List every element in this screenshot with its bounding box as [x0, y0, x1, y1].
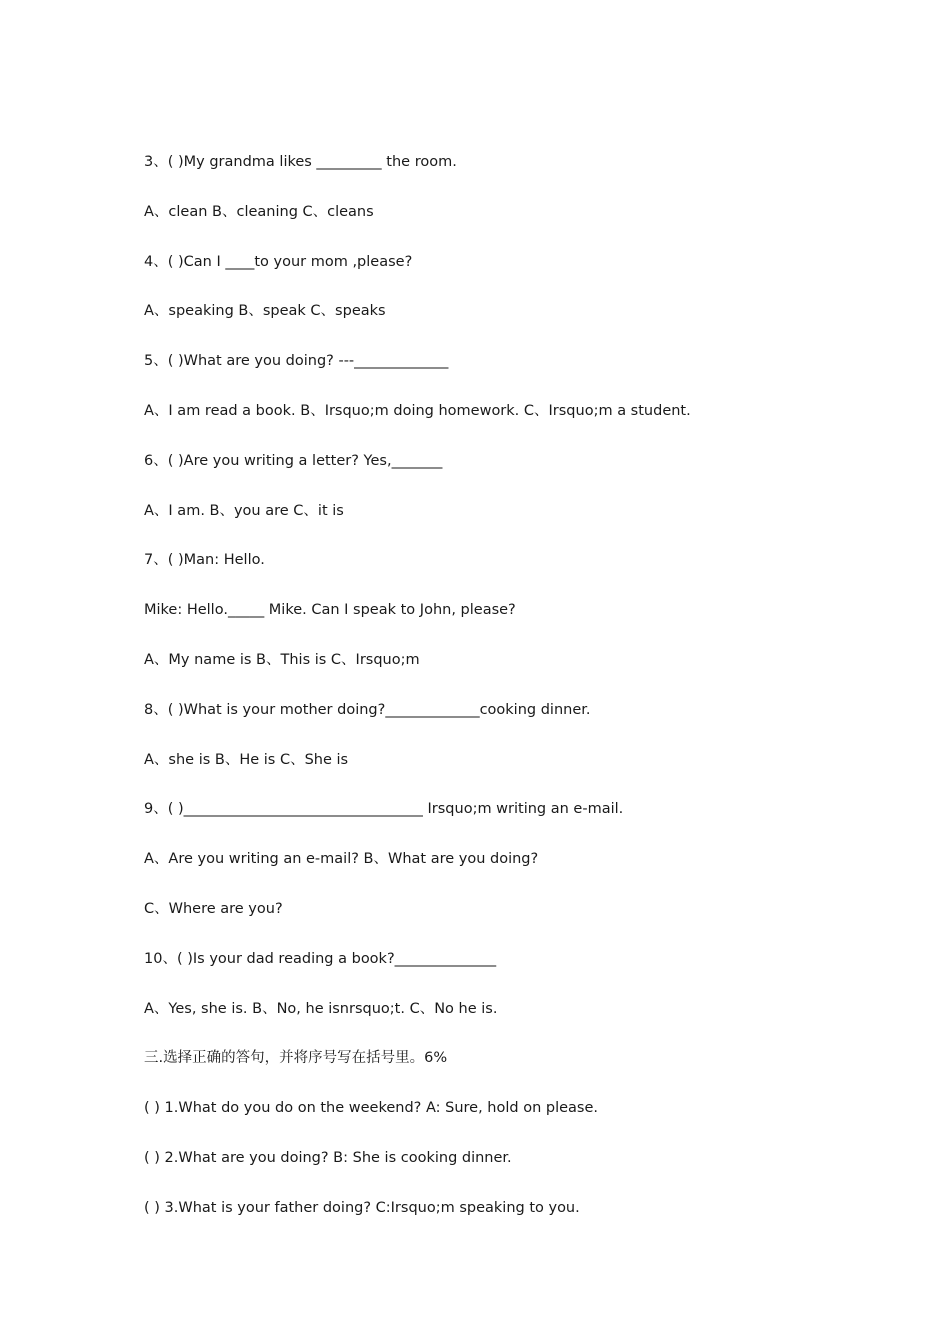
question-6-options: A、I am. B、you are C、it is: [144, 503, 344, 519]
question-4: 4、( )Can I ____to your mom ,please?: [144, 254, 413, 270]
question-3: 3、( )My grandma likes _________ the room.: [144, 154, 457, 170]
question-8-options: A、she is B、He is C、She is: [144, 752, 349, 768]
question-9: 9、( )_________________________________ Irsquo;m writing an e-mail.: [144, 801, 624, 817]
match-item-2: ( ) 2.What are you doing? B: She is cooking dinner.: [144, 1150, 512, 1166]
question-9-options-ab: A、Are you writing an e-mail? B、What are you doing?: [144, 851, 539, 867]
question-6: 6、( )Are you writing a letter? Yes,_______: [144, 453, 443, 469]
match-item-1: ( ) 1.What do you do on the weekend? A: Sure, hold on please.: [144, 1100, 599, 1116]
question-4-options: A、speaking B、speak C、speaks: [144, 303, 386, 319]
question-3-options: A、clean B、cleaning C、cleans: [144, 204, 374, 220]
question-10: 10、( )Is your dad reading a book?______________: [144, 951, 497, 967]
question-8: 8、( )What is your mother doing?_____________cooking dinner.: [144, 702, 591, 718]
match-item-3: ( ) 3.What is your father doing? C:Irsquo;m speaking to you.: [144, 1200, 580, 1216]
question-7-dialogue: Mike: Hello._____ Mike. Can I speak to John, please?: [144, 602, 516, 618]
question-7: 7、( )Man: Hello.: [144, 552, 265, 568]
question-7-options: A、My name is B、This is C、Irsquo;m: [144, 652, 420, 668]
question-5: 5、( )What are you doing? ---_____________: [144, 353, 449, 369]
question-5-options: A、I am read a book. B、Irsquo;m doing homework. C、Irsquo;m a student.: [144, 403, 691, 419]
section-3-heading: 三.选择正确的答句，并将序号写在括号里。6%: [144, 1050, 448, 1066]
question-9-option-c: C、Where are you?: [144, 901, 283, 917]
question-10-options: A、Yes, she is. B、No, he isnrsquo;t. C、No he is.: [144, 1001, 498, 1017]
